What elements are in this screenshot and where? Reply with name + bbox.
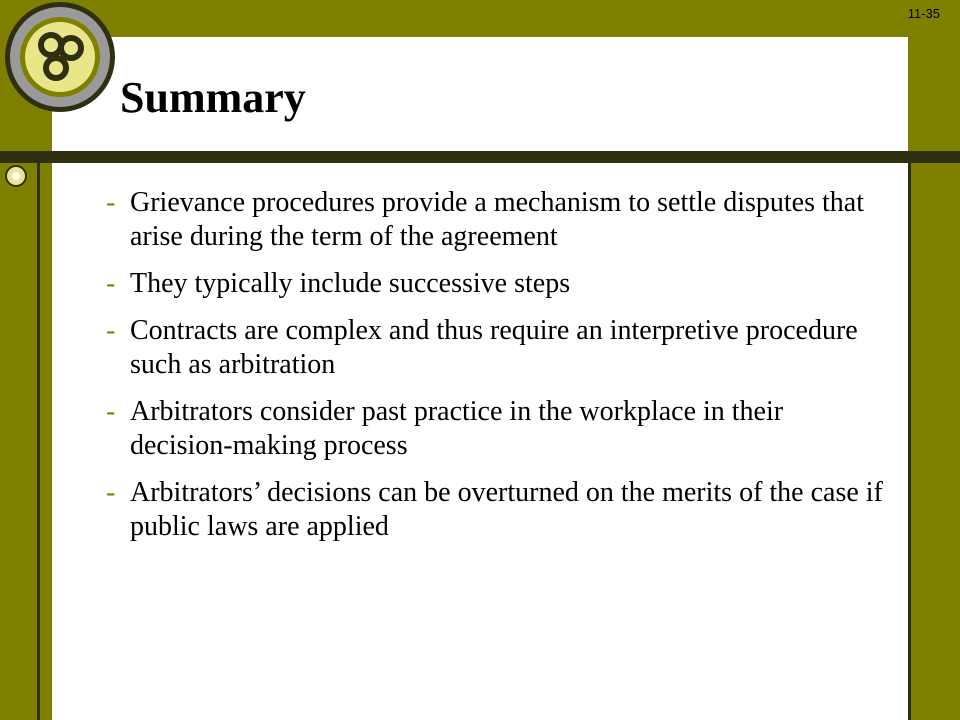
left-border bbox=[0, 163, 40, 720]
bullet-item bbox=[106, 314, 886, 382]
slide-title: Summary bbox=[120, 73, 306, 122]
right-border bbox=[908, 163, 956, 720]
bullet-marker: - bbox=[106, 268, 116, 299]
bullet-item bbox=[106, 476, 886, 544]
bullet-text: Contracts are complex and thus require an interpretive procedure such as arbitration bbox=[130, 315, 858, 380]
divider-bar bbox=[0, 151, 960, 163]
bullet-item bbox=[106, 395, 886, 463]
bullet-text: They typically include successive steps bbox=[130, 268, 571, 299]
bullet-text: Arbitrators consider past practice in the workplace in their decision-making process bbox=[130, 396, 784, 461]
bullet-marker: - bbox=[106, 477, 116, 508]
page-number: 11-35 bbox=[907, 6, 940, 21]
bullet-list bbox=[106, 186, 886, 557]
three-rings-logo-icon bbox=[4, 0, 116, 116]
bullet-item bbox=[106, 186, 886, 254]
bullet-text: Arbitrators’ decisions can be overturned on the merits of the case if public laws are applied bbox=[130, 477, 883, 542]
round-bullet-icon bbox=[5, 165, 27, 187]
bullet-marker: - bbox=[106, 187, 116, 218]
bullet-text: Grievance procedures provide a mechanism to settle disputes that arise during the term of the agreement bbox=[130, 187, 864, 252]
bullet-item bbox=[106, 267, 886, 301]
bullet-marker: - bbox=[106, 315, 116, 346]
bullet-marker: - bbox=[106, 396, 116, 427]
